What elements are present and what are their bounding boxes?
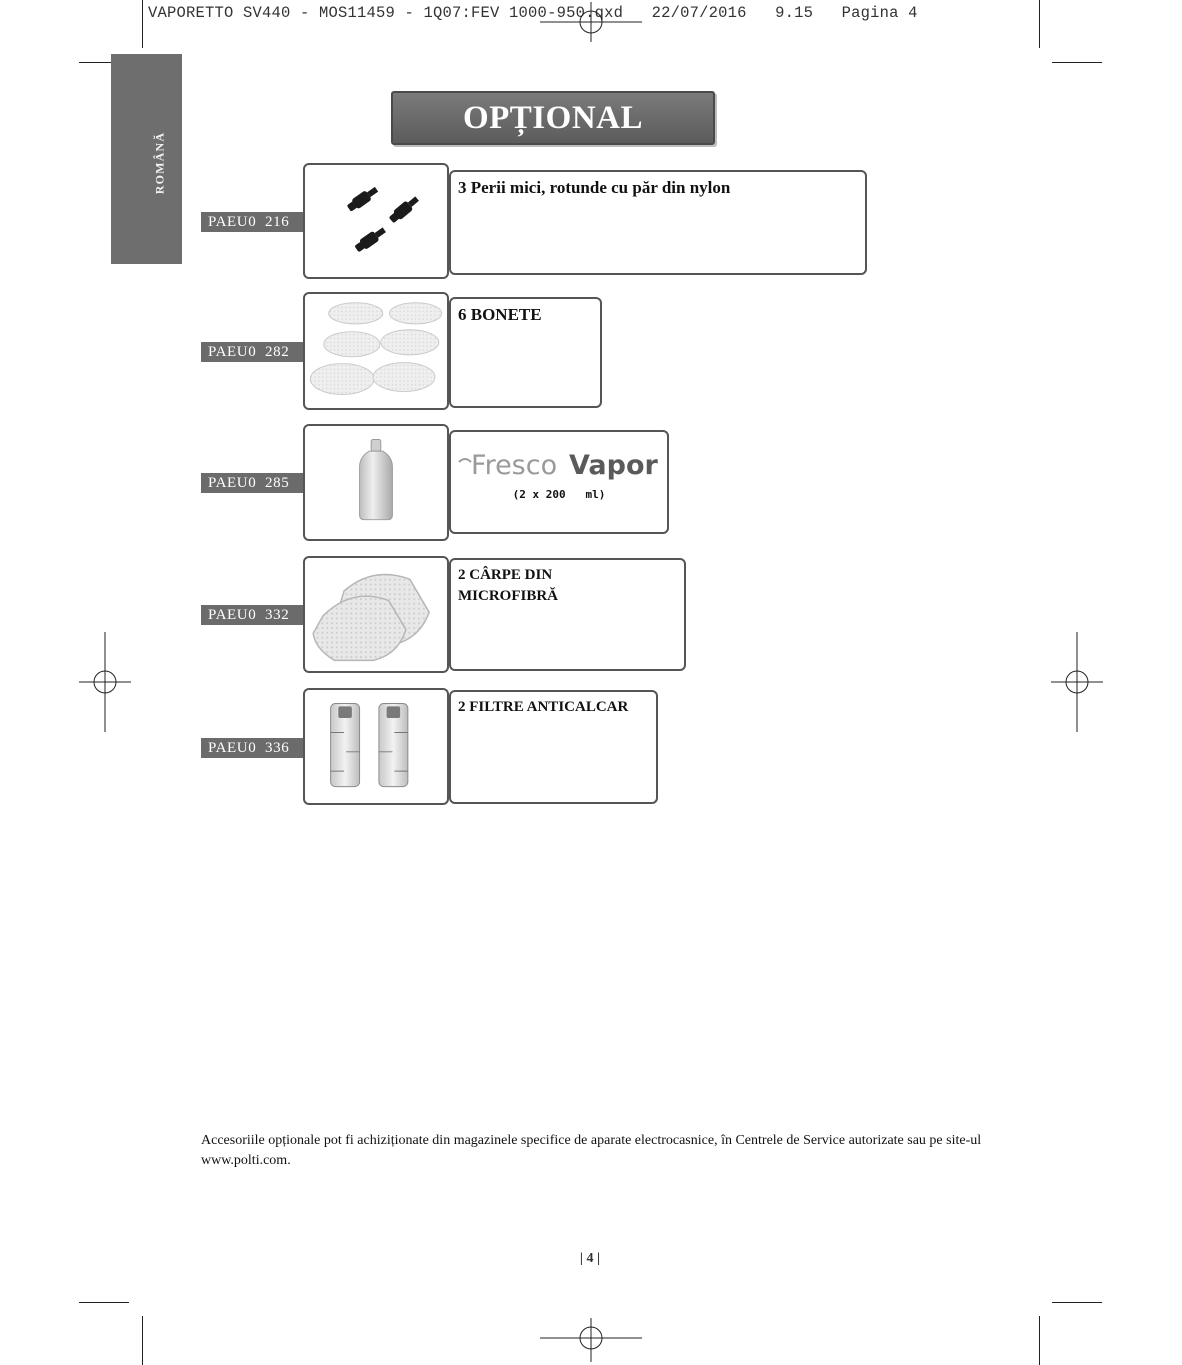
bonnets-image bbox=[305, 294, 447, 408]
language-tab-label: ROMÂNĂ bbox=[152, 131, 167, 195]
registration-mark-bottom bbox=[540, 1318, 642, 1362]
product-description: 3 Perii mici, rotunde cu păr din nylon bbox=[458, 178, 731, 197]
product-description-box bbox=[449, 558, 686, 671]
product-description-box bbox=[449, 170, 867, 275]
product-description: 2 FILTRE ANTICALCAR bbox=[458, 699, 629, 715]
small-round-nylon-brushes-image bbox=[305, 165, 447, 277]
brand-light: Fresco bbox=[471, 450, 558, 480]
product-image-box bbox=[303, 556, 449, 673]
page-title-text: OPȚIONAL bbox=[462, 99, 644, 136]
crop-mark bbox=[79, 1302, 129, 1303]
product-description-box bbox=[449, 430, 669, 534]
crop-mark bbox=[142, 0, 143, 48]
crop-mark bbox=[1039, 1316, 1040, 1365]
crop-mark bbox=[1052, 62, 1102, 63]
product-image-box bbox=[303, 688, 449, 805]
page-title bbox=[391, 91, 715, 145]
registration-mark-left bbox=[79, 632, 131, 732]
product-description-line-2: MICROFIBRĂ bbox=[458, 588, 558, 604]
product-description: 6 BONETE bbox=[458, 305, 542, 324]
product-image-box bbox=[303, 424, 449, 541]
language-side-tab bbox=[111, 54, 182, 264]
registration-mark-top bbox=[540, 2, 642, 42]
product-description-box bbox=[449, 297, 602, 408]
product-code-tag: PAEU0 285 bbox=[201, 473, 303, 493]
crop-mark bbox=[1039, 0, 1040, 48]
product-code-tag: PAEU0 282 bbox=[201, 342, 303, 362]
registration-mark-right bbox=[1051, 632, 1103, 732]
product-description: (2 x 200 ml) bbox=[512, 488, 606, 501]
crop-mark bbox=[142, 1316, 143, 1365]
microfiber-cloths-image bbox=[305, 558, 447, 671]
brand-bold: Vapor bbox=[569, 450, 658, 480]
crop-mark bbox=[1052, 1302, 1102, 1303]
anti-limescale-filters-image bbox=[305, 690, 447, 803]
print-header: VAPORETTO SV440 - MOS11459 - 1Q07:FEV 1000-950.qxd 22/07/2016 9.15 Pagina 4 bbox=[148, 4, 918, 22]
product-image-box bbox=[303, 163, 449, 279]
bottle-image bbox=[305, 426, 447, 539]
product-description-box bbox=[449, 690, 658, 804]
fresco-vapor-logo bbox=[457, 446, 663, 480]
product-description-line-1: 2 CÂRPE DIN bbox=[458, 567, 553, 583]
product-code-tag: PAEU0 336 bbox=[201, 738, 303, 758]
product-code-tag: PAEU0 332 bbox=[201, 605, 303, 625]
product-image-box bbox=[303, 292, 449, 410]
page-number: | 4 | bbox=[579, 1251, 601, 1266]
footer-note: Accesoriile opționale pot fi achiziționate din magazinele specifice de aparate electrocasnice, în Centrele de Service autorizate sau pe site-ul www.polti.com. bbox=[201, 1133, 982, 1168]
product-code-tag: PAEU0 216 bbox=[201, 212, 303, 232]
